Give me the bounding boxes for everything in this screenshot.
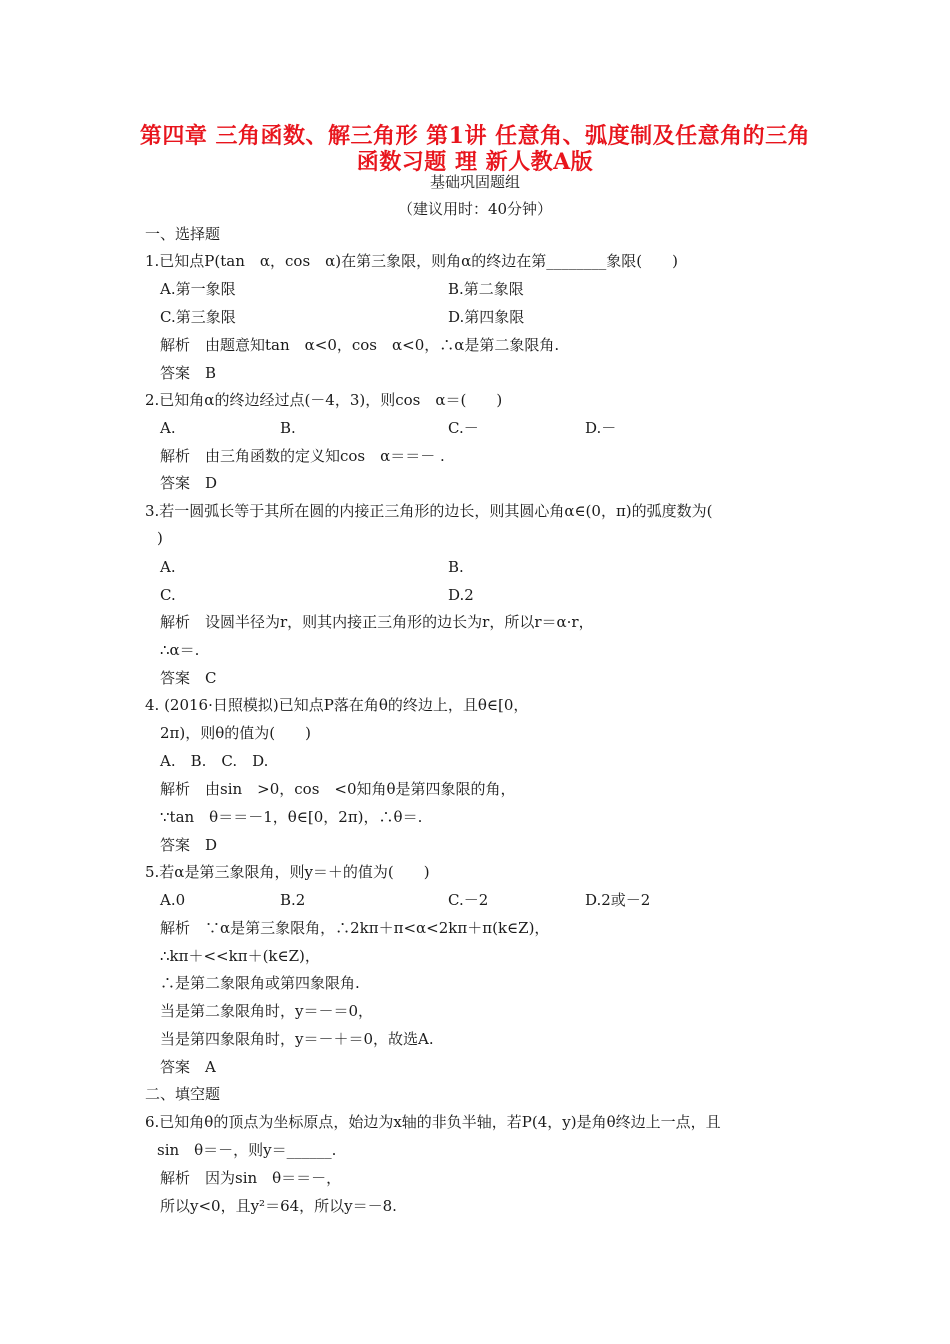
q1-analysis: 解析 由题意知tan α<0，cos α<0，∴α是第二象限角.	[160, 336, 560, 354]
group-heading: 基础巩固题组	[429, 173, 520, 191]
q2-option-a: A.	[160, 419, 176, 437]
q2-answer: 答案 D	[160, 474, 218, 492]
q2-analysis: 解析 由三角函数的定义知cos α＝＝－ .	[160, 447, 445, 465]
q5-stem: 5.若α是第三象限角，则y＝＋的值为( )	[145, 863, 430, 881]
q3-option-c: C.	[160, 586, 176, 604]
q1-answer: 答案 B	[160, 364, 217, 382]
q3-option-b: B.	[448, 558, 464, 576]
q4-stem-line1: 4. (2016·日照模拟)已知点P落在角θ的终边上，且θ∈[0，	[145, 696, 529, 714]
q1-option-d: D.第四象限	[448, 308, 525, 326]
q3-stem-line2: )	[157, 529, 163, 547]
q1-option-a: A.第一象限	[160, 280, 236, 298]
q4-answer: 答案 D	[160, 836, 218, 854]
q4-analysis-line2: ∵tan θ＝＝－1，θ∈[0，2π)，∴θ＝.	[160, 808, 423, 826]
q4-analysis: 解析 由sin >0，cos <0知角θ是第四象限的角，	[160, 780, 516, 798]
q2-option-b: B.	[280, 419, 296, 437]
q2-stem: 2.已知角α的终边经过点(－4，3)，则cos α＝( )	[145, 391, 503, 409]
q5-option-d: D.2或－2	[585, 891, 651, 909]
q3-option-d: D.2	[448, 586, 474, 604]
q5-option-c: C.－2	[448, 891, 489, 909]
q5-option-b: B.2	[280, 891, 306, 909]
q1-stem: 1.已知点P(tan α，cos α)在第三象限，则角α的终边在第________象限( )	[145, 252, 678, 270]
q5-analysis-line3: ∴是第二象限角或第四象限角.	[160, 974, 360, 992]
q6-analysis-line2: 所以y<0，且y²＝64，所以y＝－8.	[160, 1197, 397, 1215]
q5-analysis: 解析 ∵α是第三象限角，∴2kπ＋π<α<2kπ＋π(k∈Z)，	[160, 919, 550, 937]
q3-analysis: 解析 设圆半径为r，则其内接正三角形的边长为r，所以r＝α·r，	[160, 613, 594, 631]
q3-stem-line1: 3.若一圆弧长等于其所在圆的内接正三角形的边长，则其圆心角α∈(0，π)的弧度数为(	[145, 502, 713, 520]
document-title-line2: 函数习题 理 新人教A版	[356, 149, 594, 175]
q3-answer: 答案 C	[160, 669, 217, 687]
time-suggestion: （建议用时：40分钟）	[397, 200, 553, 218]
q3-analysis-line2: ∴α＝.	[160, 641, 200, 659]
q6-stem-line2: sin θ＝－，则y＝______.	[157, 1141, 337, 1159]
section-heading-choice: 一、选择题	[145, 225, 221, 243]
q6-stem-line1: 6.已知角θ的顶点为坐标原点，始边为x轴的非负半轴，若P(4，y)是角θ终边上一点，且	[145, 1113, 721, 1131]
q3-option-a: A.	[160, 558, 176, 576]
q5-analysis-line2: ∴kπ＋<<kπ＋(k∈Z)，	[160, 947, 320, 965]
q2-option-c: C.－	[448, 419, 479, 437]
q1-option-b: B.第二象限	[448, 280, 524, 298]
q2-option-d: D.－	[585, 419, 617, 437]
q4-stem-line2: 2π)，则θ的值为( )	[160, 724, 311, 742]
section-heading-fill: 二、填空题	[145, 1085, 221, 1103]
q5-analysis-line5: 当是第四象限角时，y＝－＋＝0，故选A.	[160, 1030, 434, 1048]
q5-option-a: A.0	[160, 891, 186, 909]
document-title-line1: 第四章 三角函数、解三角形 第1讲 任意角、弧度制及任意角的三角	[139, 123, 811, 149]
q6-analysis: 解析 因为sin θ＝＝－，	[160, 1169, 342, 1187]
q4-options: A. B. C. D.	[160, 752, 269, 770]
q1-option-c: C.第三象限	[160, 308, 236, 326]
q5-analysis-line4: 当是第二象限角时，y＝－＝0，	[160, 1002, 374, 1020]
q5-answer: 答案 A	[160, 1058, 216, 1076]
